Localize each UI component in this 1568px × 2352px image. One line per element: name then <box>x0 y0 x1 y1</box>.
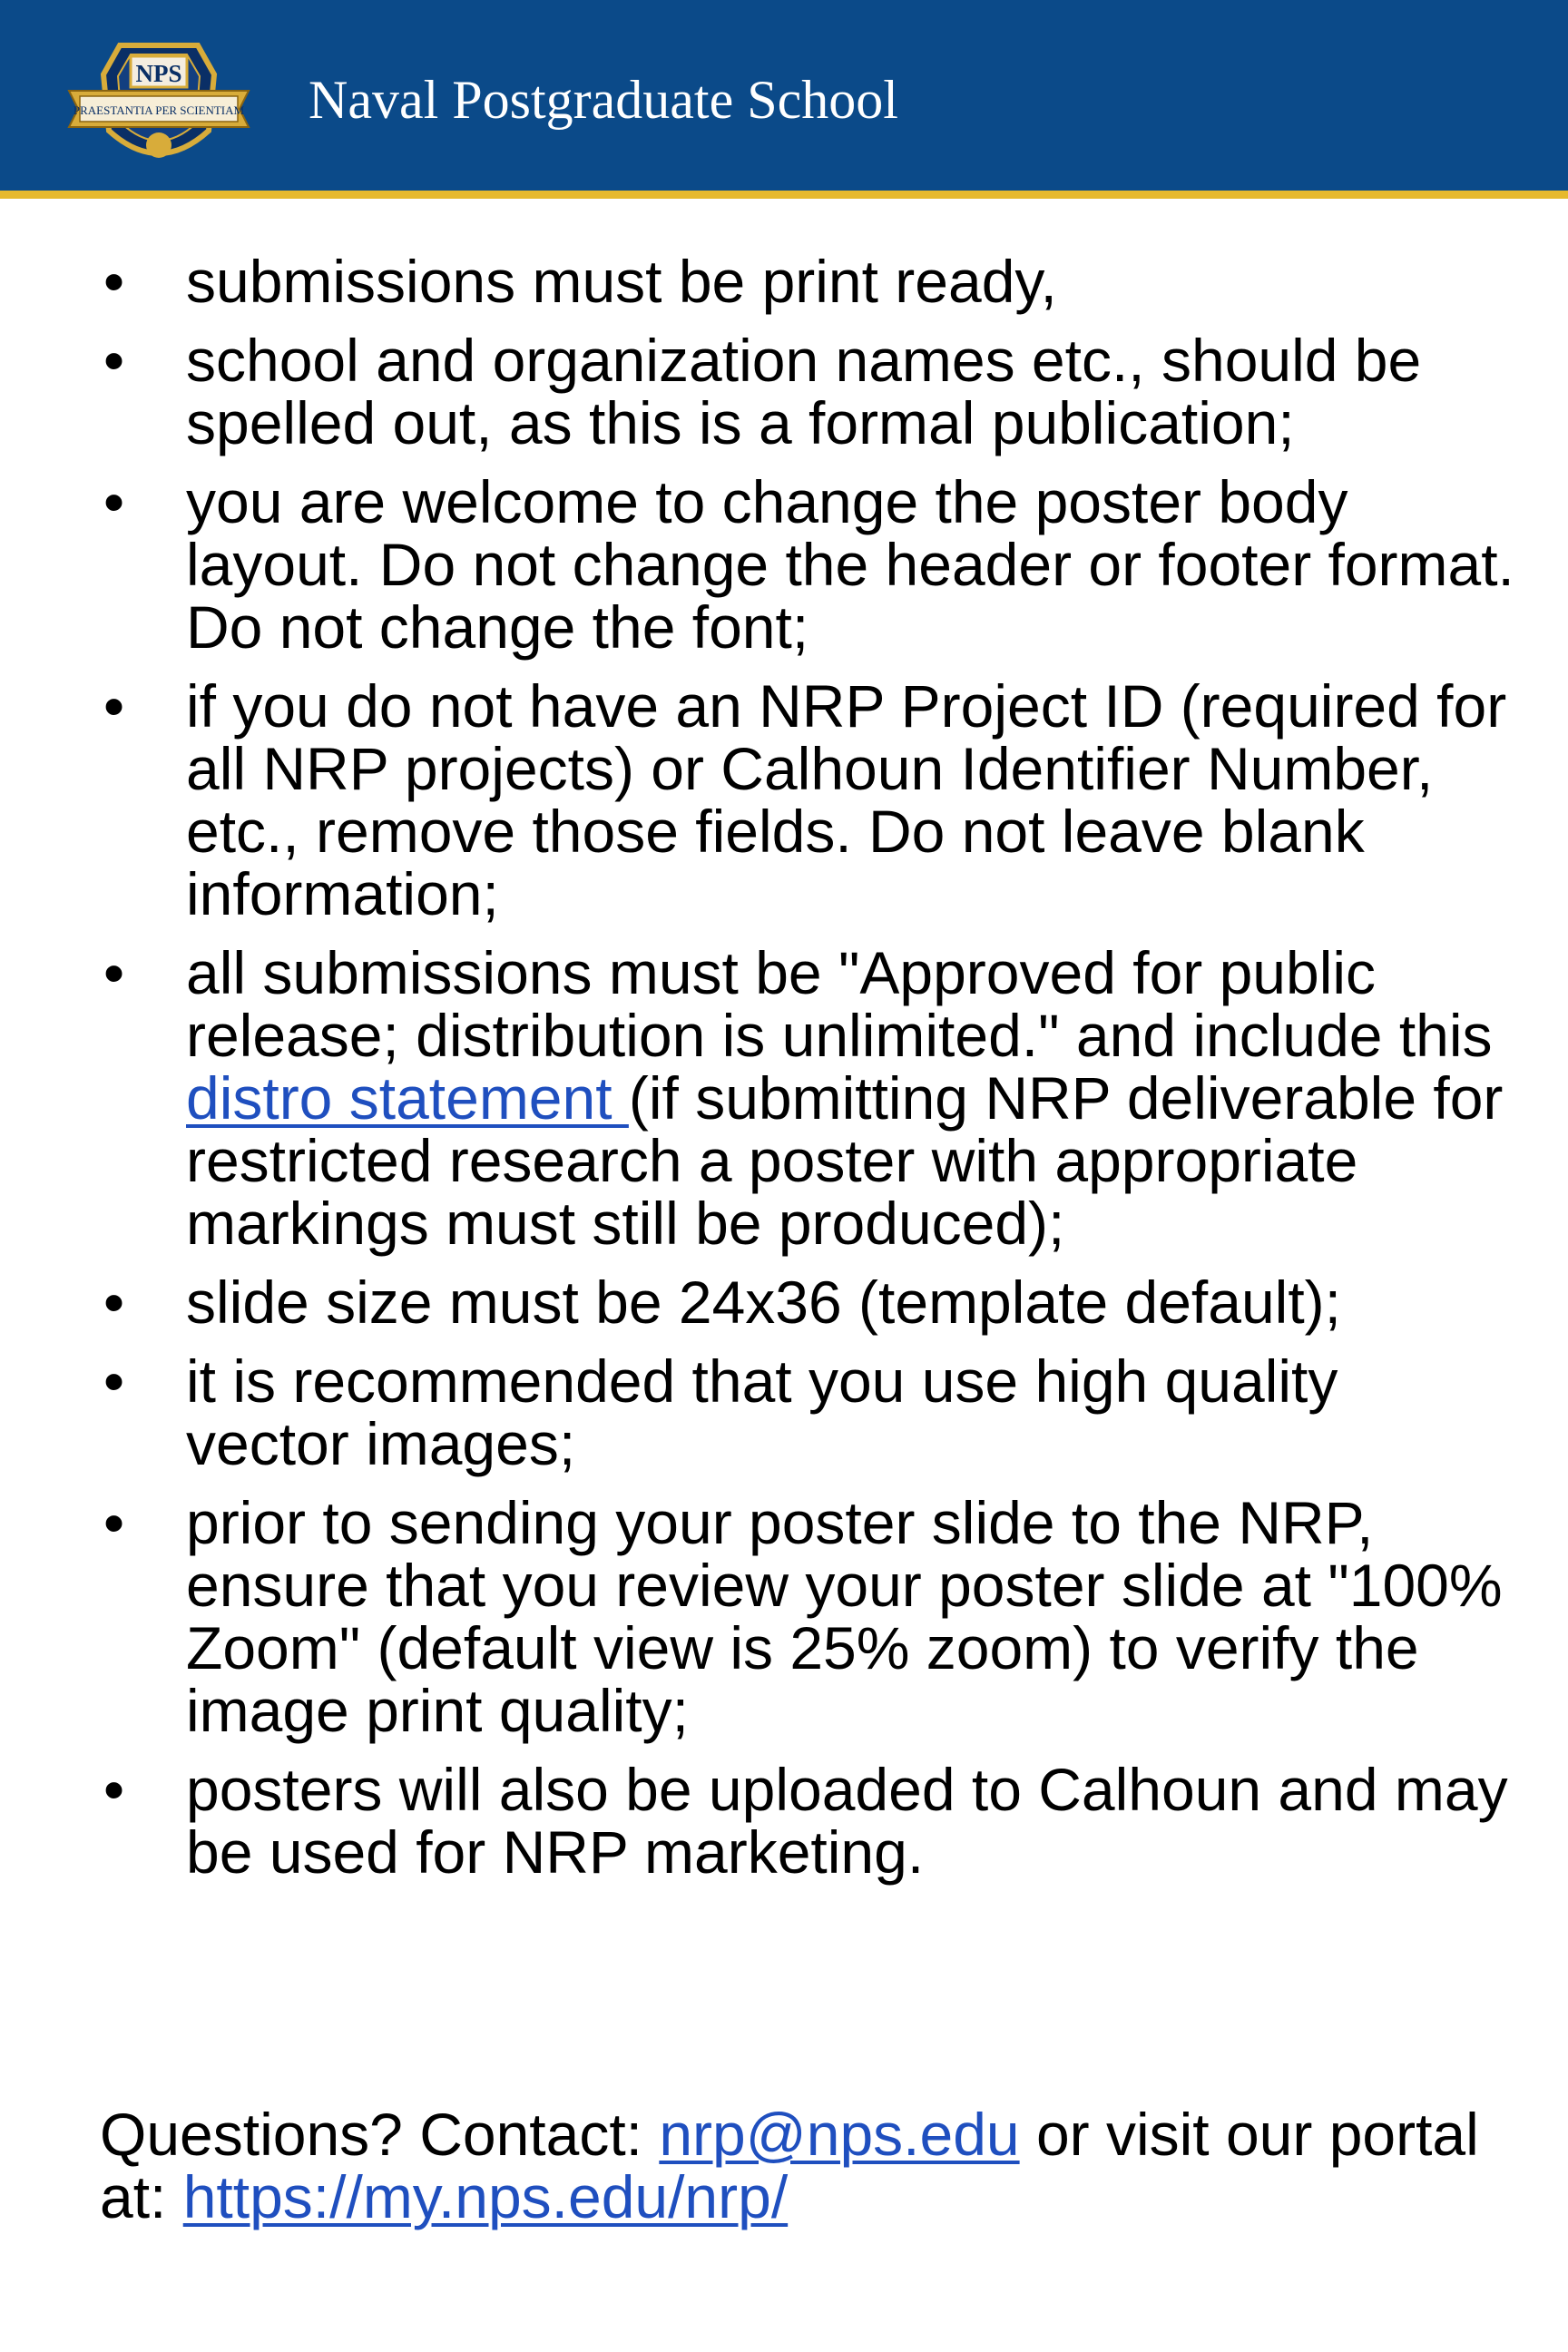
bullet-icon: • <box>103 1489 125 1556</box>
contact-middle: or visit our portal at: <box>100 2101 1479 2230</box>
portal-link[interactable]: https://my.nps.edu/nrp/ <box>182 2163 789 2230</box>
list-item-text: you are welcome to change the poster body layout. Do not change the header or footer format. Do not change the font; <box>186 468 1514 661</box>
list-item-text <box>186 939 1503 1257</box>
school-name: Naval Postgraduate School <box>309 70 898 130</box>
list-item <box>100 672 1515 927</box>
list-item <box>100 1756 1515 1886</box>
list-item-text: slide size must be 24x36 (template default); <box>186 1269 1341 1336</box>
list-item-text: submissions must be print ready, <box>186 248 1057 315</box>
bullet-icon: • <box>103 248 125 315</box>
list-item <box>100 1350 1515 1475</box>
bullet-icon: • <box>103 468 125 535</box>
list-item-text: school and organization names etc., should be spelled out, as this is a formal publication; <box>186 327 1422 456</box>
bullet-icon: • <box>103 327 125 394</box>
bullet-icon: • <box>103 672 125 740</box>
list-item <box>100 250 1515 313</box>
logo-motto: PRAESTANTIA PER SCIENTIAM <box>73 103 245 117</box>
list-item-text-before-link: all submissions must be "Approved for public release; distribution is unlimited." and include this <box>186 939 1493 1069</box>
contact-paragraph <box>100 2103 1534 2229</box>
distro-statement-link[interactable]: distro statement <box>186 1064 629 1132</box>
list-item <box>100 939 1515 1257</box>
list-item <box>100 1489 1515 1744</box>
bullet-icon: • <box>103 1269 125 1336</box>
list-item-text: prior to sending your poster slide to the NRP, ensure that you review your poster slide at "100% Zoom" (default view is 25% zoom) to verify the image print quality; <box>186 1489 1503 1744</box>
bullet-icon: • <box>103 1756 125 1823</box>
guidelines-list <box>100 250 1515 1900</box>
contact-prefix: Questions? Contact: <box>100 2101 660 2168</box>
logo-abbreviation: NPS <box>135 60 182 87</box>
nps-seal-icon <box>64 33 254 178</box>
list-item-text: if you do not have an NRP Project ID (required for all NRP projects) or Calhoun Identifier Number, etc., remove those fields. Do not leave blank information; <box>186 672 1507 927</box>
list-item-text: posters will also be uploaded to Calhoun and may be used for NRP marketing. <box>186 1756 1508 1886</box>
list-item-text: it is recommended that you use high quality vector images; <box>186 1348 1338 1477</box>
bullet-icon: • <box>103 1348 125 1415</box>
header-banner <box>0 0 1568 191</box>
header-gold-stripe <box>0 191 1568 199</box>
list-item <box>100 329 1515 455</box>
list-item <box>100 468 1515 661</box>
bullet-icon: • <box>103 939 125 1006</box>
list-item <box>100 1271 1515 1334</box>
list-item-text-after-link: (if submitting NRP deliverable for restricted research a poster with appropriate markings must still be produced); <box>186 1064 1504 1257</box>
contact-email-link[interactable]: nrp@nps.edu <box>659 2101 1020 2168</box>
